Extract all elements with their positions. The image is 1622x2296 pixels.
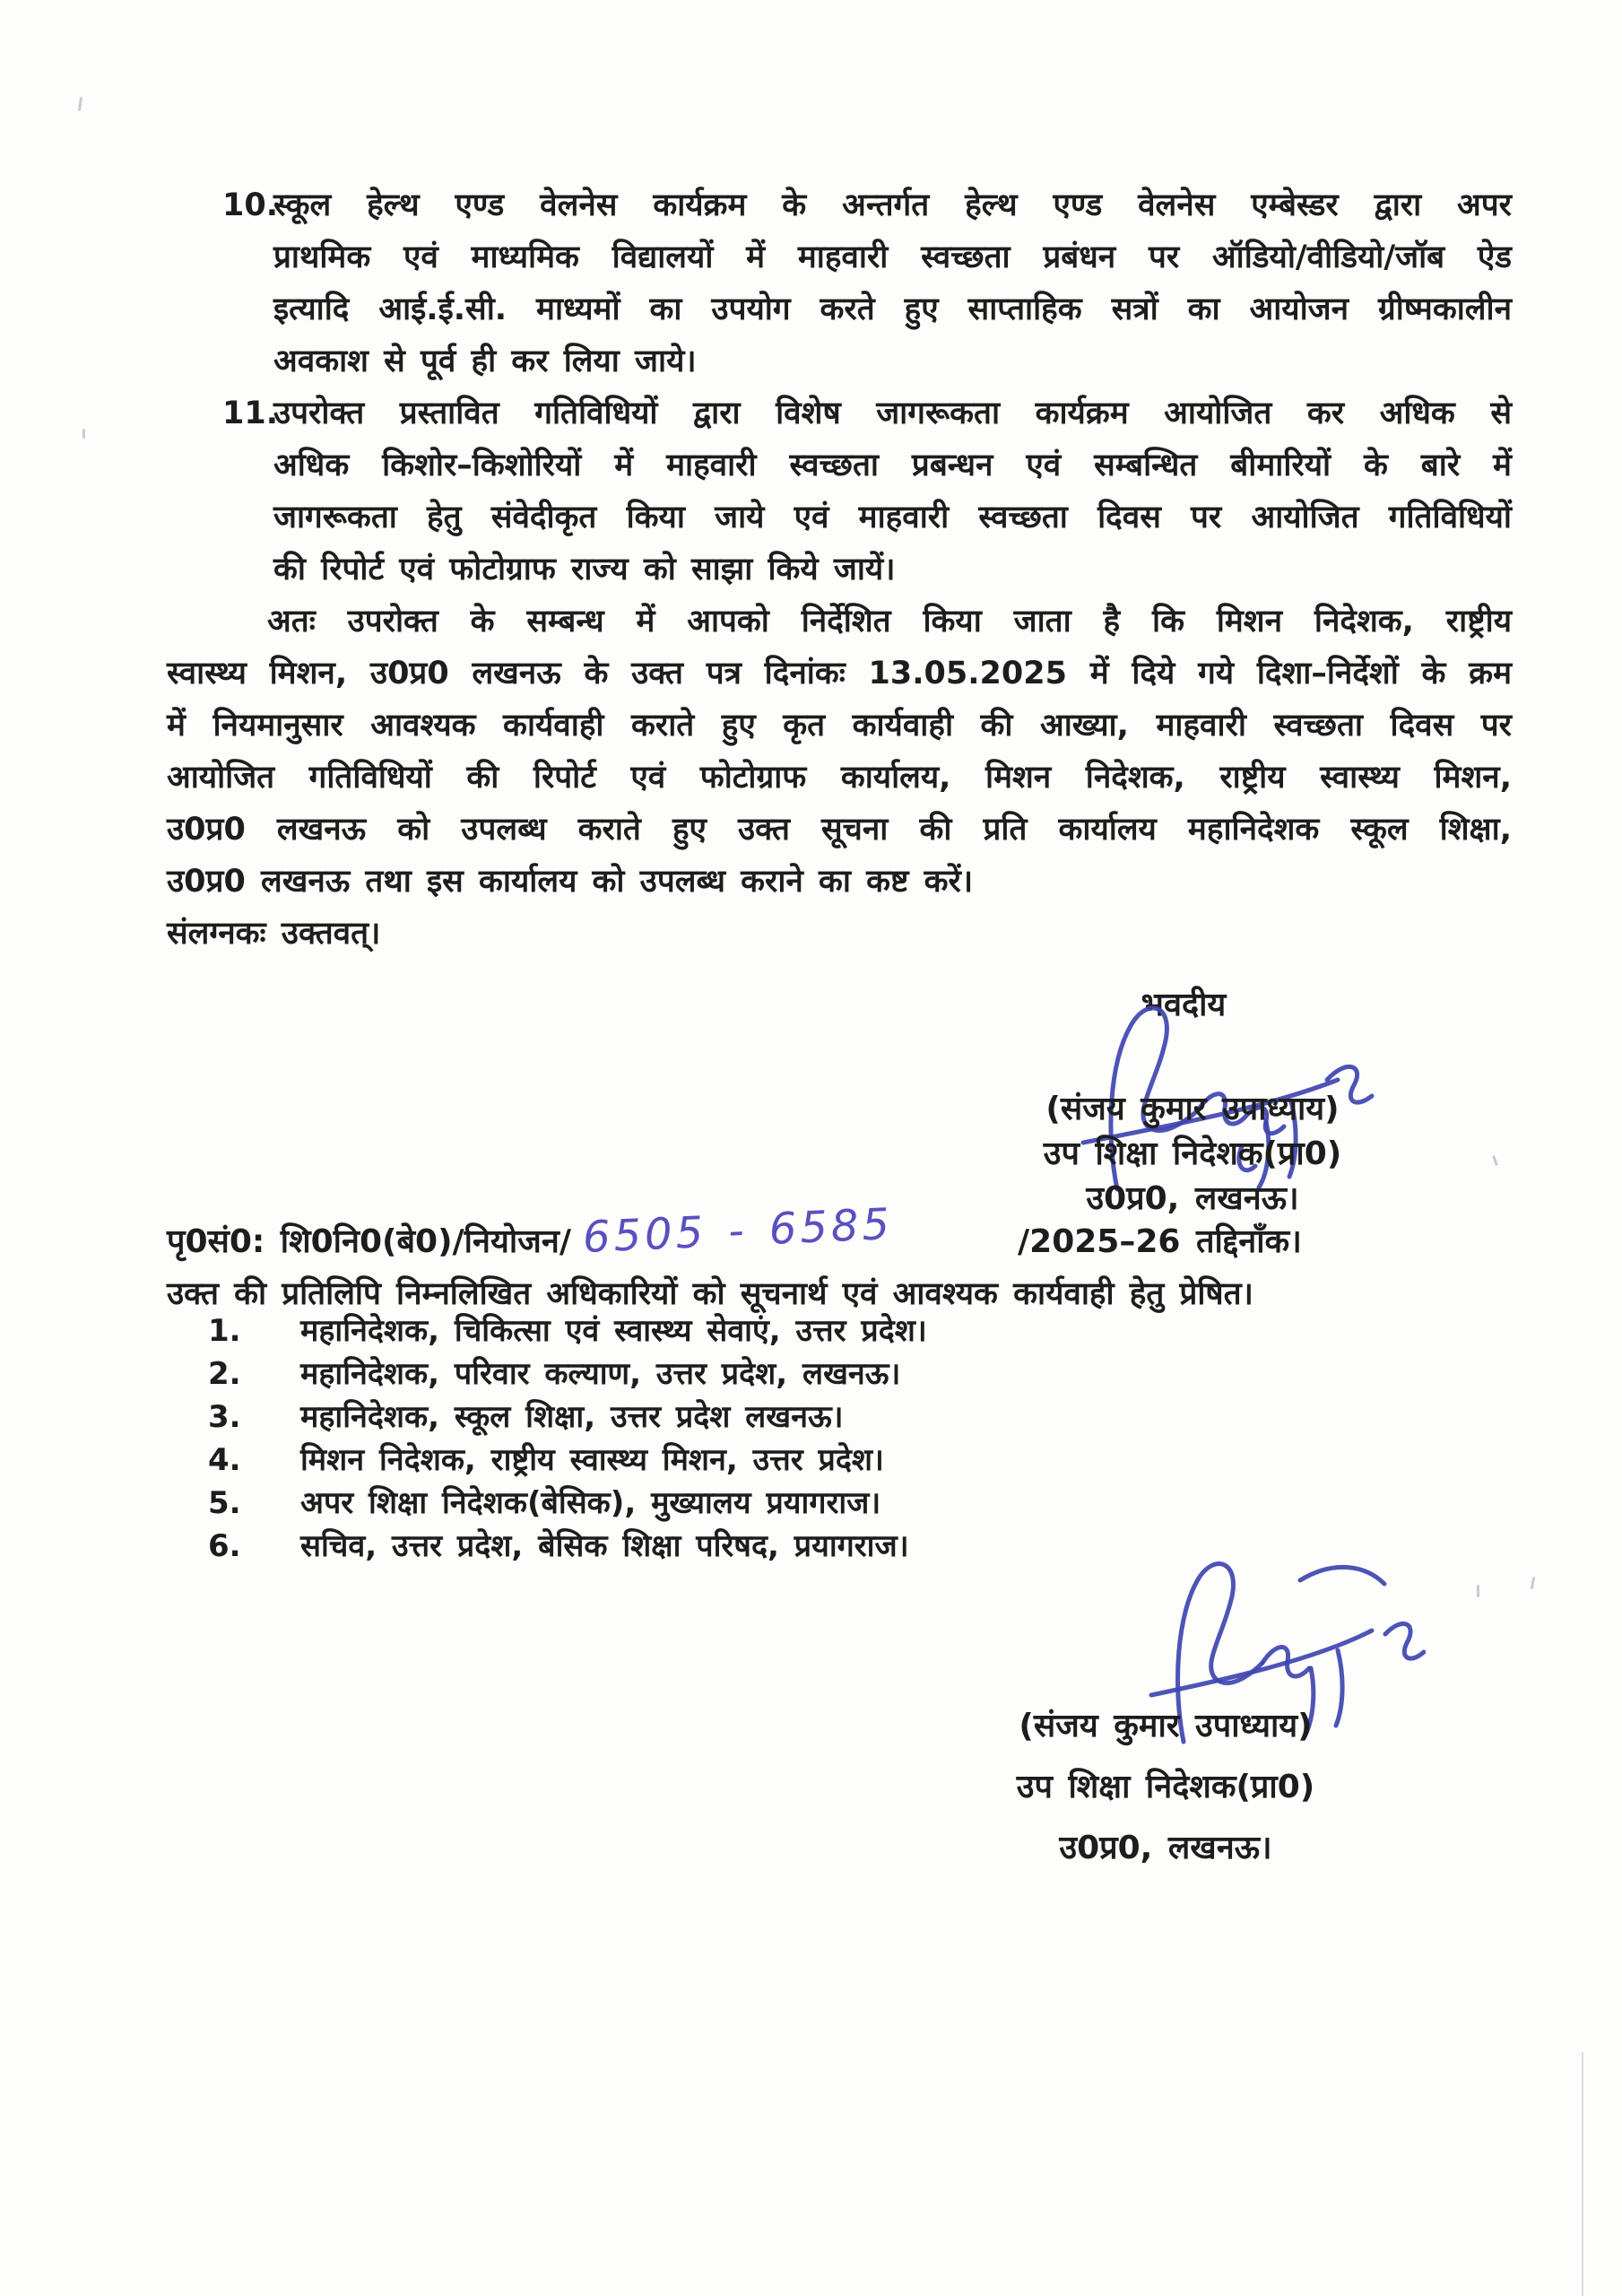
scan-edge-artifact	[1582, 2052, 1583, 2296]
recipient-text: महानिदेशक, स्कूल शिक्षा, उत्तर प्रदेश लखनऊ।	[300, 1399, 844, 1435]
scan-speck-artifact	[1477, 1585, 1479, 1597]
recipient-text: महानिदेशक, परिवार कल्याण, उत्तर प्रदेश, लखनऊ।	[300, 1356, 901, 1392]
paragraph-10-line: प्राथमिक एवं माध्यमिक विद्यालयों में माहवारी स्वच्छता प्रबंधन पर ऑडियो/वीडियो/जॉब ऐड	[273, 239, 1512, 275]
paragraph-11-line: की रिपोर्ट एवं फोटोग्राफ राज्य को साझा किये जायें।	[273, 552, 896, 587]
scan-speck-artifact	[78, 97, 82, 111]
signatory-name-top: (संजय कुमार उपाध्याय)	[1045, 1091, 1340, 1127]
recipient-text: अपर शिक्षा निदेशक(बेसिक), मुख्यालय प्रयागराज।	[300, 1485, 881, 1521]
paragraph-11	[273, 387, 1512, 596]
recipient-text: मिशन निदेशक, राष्ट्रीय स्वास्थ्य मिशन, उत्तर प्रदेश।	[300, 1442, 884, 1478]
paragraph-10-line: इत्यादि आई.ई.सी. माध्यमों का उपयोग करते हुए साप्ताहिक सत्रों का आयोजन ग्रीष्मकालीन	[273, 291, 1512, 327]
paragraph-11-line: जागरूकता हेतु संवेदीकृत किया जाये एवं माहवारी स्वच्छता दिवस पर आयोजित गतिविधियों	[273, 500, 1512, 535]
salutation: भवदीय	[1141, 987, 1227, 1023]
signatory-place-top: उ0प्र0, लखनऊ।	[1086, 1180, 1299, 1217]
signatory-designation-top: उप शिक्षा निदेशक(प्रा0)	[1043, 1135, 1342, 1172]
paragraph-10-line: अवकाश से पूर्व ही कर लिया जाये।	[273, 344, 697, 379]
paragraph-11-line: अधिक किशोर–किशोरियों में माहवारी स्वच्छता प्रबन्धन एवं सम्बन्धित बीमारियों के बारे में	[273, 448, 1512, 483]
reference-number-suffix: /2025–26 तद्दिनाँक।	[1018, 1223, 1302, 1260]
closing-line: उ0प्र0 लखनऊ को उपलब्ध कराते हुए उक्त सूचना की प्रति कार्यालय महानिदेशक स्कूल शिक्षा,	[167, 812, 1512, 848]
copy-note: उक्त की प्रतिलिपि निम्नलिखित अधिकारियों को सूचनार्थ एवं आवश्यक कार्यवाही हेतु प्रेषित।	[167, 1276, 1253, 1312]
signatory-name-bottom: (संजय कुमार उपाध्याय)	[1019, 1708, 1313, 1744]
recipient-row	[208, 1482, 1463, 1525]
closing-line: में नियमानुसार आवश्यक कार्यवाही कराते हुए कृत कार्यवाही की आख्या, माहवारी स्वच्छता दिवस पर	[167, 708, 1512, 744]
closing-line: आयोजित गतिविधियों की रिपोर्ट एवं फोटोग्राफ कार्यालय, मिशन निदेशक, राष्ट्रीय स्वास्थ्य मिशन,	[167, 760, 1512, 796]
enclosure-note: संलग्नकः उक्तवत्।	[167, 916, 381, 952]
paragraph-10	[273, 179, 1512, 387]
recipient-row	[208, 1396, 1463, 1439]
recipient-number: 5.	[208, 1485, 241, 1521]
paragraph-10-line: स्कूल हेल्थ एण्ड वेलनेस कार्यक्रम के अन्तर्गत हेल्थ एण्ड वेलनेस एम्बेस्डर द्वारा अपर	[273, 187, 1512, 223]
closing-line: उ0प्र0 लखनऊ तथा इस कार्यालय को उपलब्ध कराने का कष्ट करें।	[167, 864, 974, 900]
recipient-row	[208, 1439, 1463, 1482]
recipient-text: महानिदेशक, चिकित्सा एवं स्वास्थ्य सेवाएं, उत्तर प्रदेश।	[300, 1313, 927, 1349]
signatory-designation-bottom: उप शिक्षा निदेशक(प्रा0)	[1016, 1769, 1315, 1805]
handwritten-dispatch-number: 6505 - 6585	[581, 1198, 895, 1263]
scan-speck-artifact	[1531, 1577, 1536, 1589]
recipient-text: सचिव, उत्तर प्रदेश, बेसिक शिक्षा परिषद, प्रयागराज।	[300, 1528, 909, 1564]
recipient-number: 6.	[208, 1528, 241, 1564]
recipient-number: 3.	[208, 1399, 241, 1435]
closing-line: स्वास्थ्य मिशन, उ0प्र0 लखनऊ के उक्त पत्र दिनांकः 13.05.2025 में दिये गये दिशा–निर्देशों के क्रम	[167, 656, 1512, 691]
paragraph-11-number: 11.	[222, 396, 279, 431]
recipient-number: 1.	[208, 1313, 241, 1349]
recipient-row	[208, 1352, 1463, 1396]
reference-number-prefix: पृ0सं0: शि0नि0(बे0)/नियोजन/	[167, 1223, 572, 1260]
recipient-number: 4.	[208, 1442, 241, 1478]
scan-speck-artifact	[82, 429, 85, 439]
scan-speck-artifact	[1492, 1155, 1498, 1166]
paragraph-11-line: उपरोक्त प्रस्तावित गतिविधियों द्वारा विशेष जागरूकता कार्यक्रम आयोजित कर अधिक से	[273, 396, 1512, 431]
recipients-list	[208, 1309, 1463, 1568]
paragraph-10-number: 10.	[222, 187, 279, 223]
closing-line: अतः उपरोक्त के सम्बन्ध में आपको निर्देशित किया जाता है कि मिशन निदेशक, राष्ट्रीय	[267, 604, 1512, 639]
signatory-place-bottom: उ0प्र0, लखनऊ।	[1059, 1830, 1272, 1866]
closing-paragraph	[167, 596, 1512, 908]
recipient-number: 2.	[208, 1356, 241, 1392]
recipient-row	[208, 1309, 1463, 1352]
